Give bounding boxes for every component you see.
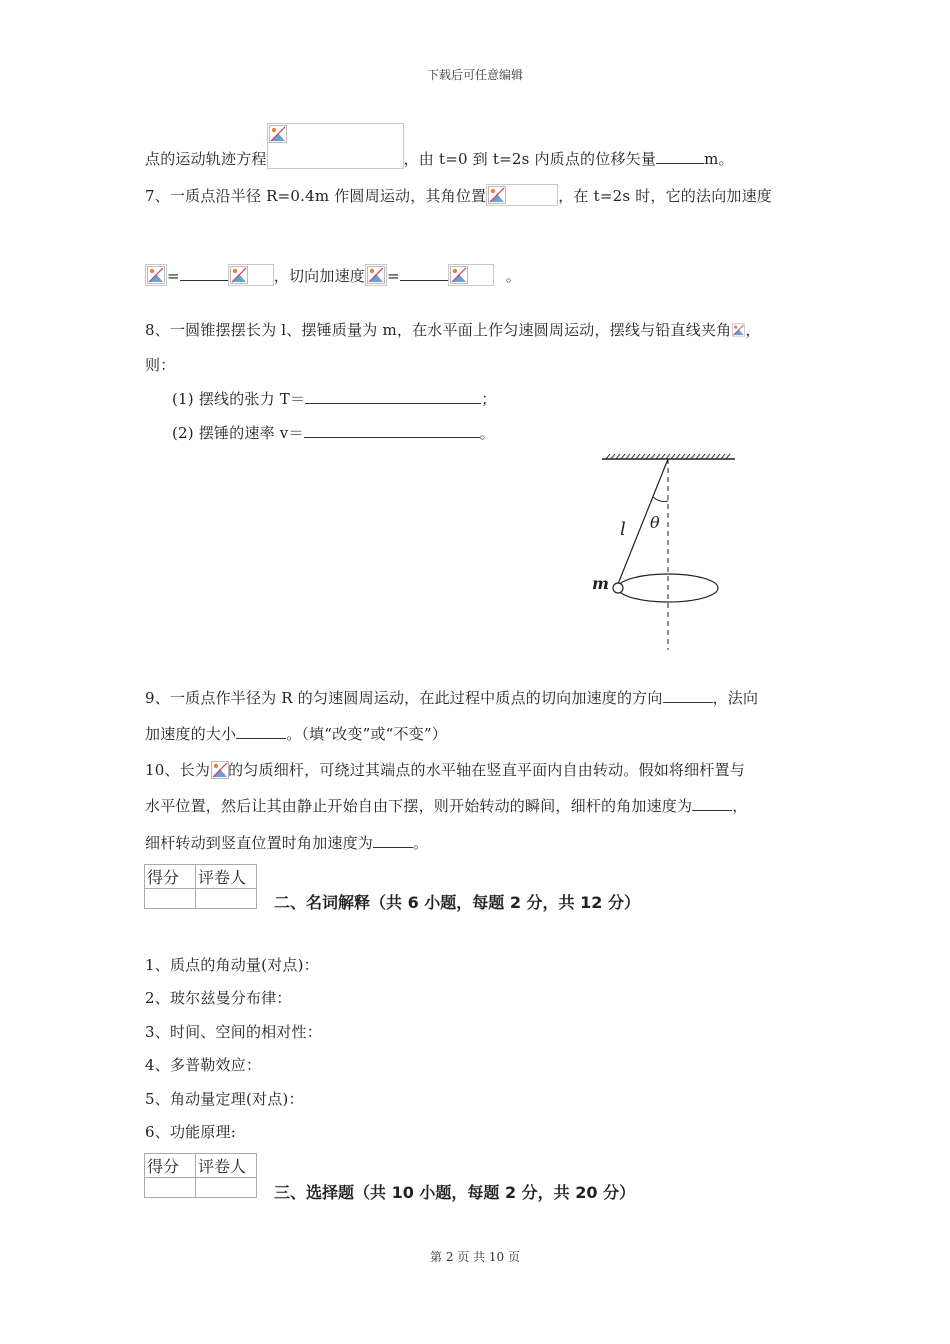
formula-image-placeholder	[448, 264, 494, 286]
broken-image-icon	[269, 125, 287, 143]
q8-item2-end: 。	[479, 424, 495, 442]
broken-image-icon	[230, 266, 248, 284]
score-header: 得分	[145, 865, 196, 889]
answer-blank	[304, 423, 480, 438]
score-header: 得分	[145, 1154, 196, 1178]
page-header: 下载后可任意编辑	[426, 68, 523, 82]
formula-image-placeholder	[145, 264, 167, 286]
score-table	[144, 1153, 257, 1198]
term-item: 6、功能原理:	[145, 1123, 236, 1141]
question-10-line2	[145, 796, 747, 816]
q8-text: 8、一圆锥摆摆长为 l、摆锤质量为 m，在水平面上作匀速圆周运动，摆线与铅直线夹角	[145, 321, 732, 339]
question-9-line2	[145, 724, 447, 744]
answer-blank	[236, 724, 286, 739]
section-2-title: 二、名词解释（共 6 小题，每题 2 分，共 12 分）	[274, 893, 640, 912]
q10-text-a: 10、长为	[145, 761, 211, 779]
answer-blank	[305, 389, 481, 404]
answer-blank	[656, 149, 704, 164]
question-7-line1	[145, 184, 772, 206]
answer-blank	[373, 833, 413, 848]
q6-unit: m。	[704, 150, 734, 168]
term-item: 1、质点的角动量(对点)：	[145, 956, 319, 974]
term-item: 5、角动量定理(对点)：	[145, 1090, 304, 1108]
q8-line2: 则：	[145, 356, 176, 374]
q8-item-1	[172, 389, 496, 409]
term-item: 2、玻尔兹曼分布律：	[145, 989, 292, 1007]
page-footer: 第 2 页 共 10 页	[430, 1250, 520, 1264]
q8-comma: ，	[745, 321, 761, 339]
label-m: m	[592, 574, 609, 593]
q7-text-a: 7、一质点沿半径 R=0.4m 作圆周运动，其角位置	[145, 187, 487, 205]
label-theta: θ	[650, 513, 660, 532]
q9-end2: 。（填“改变”或“不变”）	[286, 725, 447, 743]
question-10-line3	[145, 833, 428, 853]
question-7-line2	[145, 264, 521, 286]
q10-end3: 。	[413, 834, 429, 852]
broken-image-icon	[367, 266, 385, 284]
grader-cell[interactable]	[196, 1178, 257, 1198]
label-l: l	[620, 519, 626, 540]
equals-sign: =	[386, 267, 400, 285]
answer-blank	[663, 688, 713, 703]
q7-end: 。	[505, 267, 521, 285]
q10-end2: ，	[732, 797, 748, 815]
equals-sign: =	[167, 267, 180, 285]
question-6-tail	[145, 123, 734, 169]
formula-image-placeholder	[228, 264, 274, 286]
answer-blank	[692, 796, 732, 811]
angle-arc	[653, 497, 668, 502]
broken-image-icon	[211, 761, 229, 779]
question-9-line1	[145, 688, 758, 708]
broken-image-icon	[450, 266, 468, 284]
q10-text-b: 的匀质细杆，可绕过其端点的水平轴在竖直平面内自由转动。假如将细杆置与	[228, 761, 745, 779]
q7-mid: ，切向加速度	[273, 267, 365, 285]
question-10-line1	[145, 760, 745, 780]
q6-suffix: ，由 t=0 到 t=2s 内质点的位移矢量	[403, 150, 657, 168]
section-3-title: 三、选择题（共 10 小题，每题 2 分，共 20 分）	[274, 1183, 636, 1202]
formula-image-placeholder	[267, 123, 404, 169]
score-cell[interactable]	[145, 1178, 196, 1198]
formula-image-placeholder	[486, 184, 558, 206]
q9-end: ，法向	[712, 689, 759, 707]
conical-pendulum-figure	[580, 445, 750, 660]
formula-image-placeholder	[365, 264, 387, 286]
question-8-line1	[145, 320, 761, 340]
broken-image-icon	[732, 321, 745, 339]
q10-text2: 水平位置，然后让其由静止开始自由下摆，则开始转动的瞬间，细杆的角加速度为	[145, 797, 693, 815]
formula-image-placeholder	[210, 760, 228, 780]
q8-item2-label: (2) 摆锤的速率 v＝	[172, 424, 304, 442]
q9-text: 9、一质点作半径为 R 的匀速圆周运动，在此过程中质点的切向加速度的方向	[145, 689, 663, 707]
score-table	[144, 864, 257, 909]
answer-blank	[400, 266, 448, 281]
q10-text3: 细杆转动到竖直位置时角加速度为	[145, 834, 374, 852]
grader-header: 评卷人	[196, 1154, 257, 1178]
grader-cell[interactable]	[196, 889, 257, 909]
term-item: 4、多普勒效应：	[145, 1056, 262, 1074]
broken-image-icon	[488, 186, 506, 204]
broken-image-icon	[147, 266, 165, 284]
term-item: 3、时间、空间的相对性：	[145, 1023, 322, 1041]
q8-item-2	[172, 423, 495, 443]
q6-prefix: 点的运动轨迹方程	[145, 150, 267, 168]
score-cell[interactable]	[145, 889, 196, 909]
answer-blank	[180, 266, 228, 281]
q8-item1-label: (1) 摆线的张力 T＝	[172, 390, 306, 408]
formula-image-placeholder	[731, 320, 745, 340]
q9-text2: 加速度的大小	[145, 725, 237, 743]
q7-text-b: ，在 t=2s 时，它的法向加速度	[558, 187, 773, 205]
grader-header: 评卷人	[196, 865, 257, 889]
pendulum-bob	[613, 583, 623, 593]
q8-item1-end: ；	[481, 390, 497, 408]
